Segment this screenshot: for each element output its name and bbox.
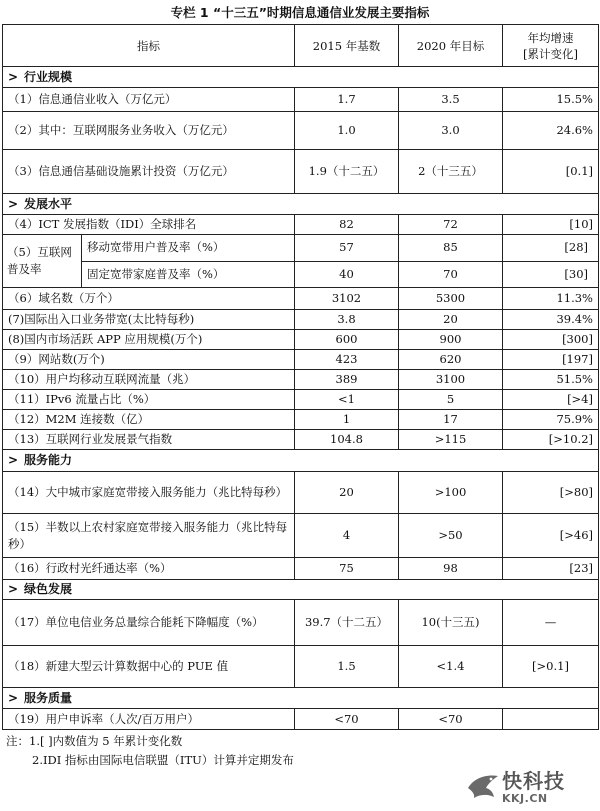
growth-value: [300] [503,330,599,350]
base-value: 3.8 [295,310,399,330]
growth-value: [>80] [503,472,599,514]
table-row [3,558,599,580]
indicator-name: （9）网站数(万个) [3,350,295,370]
table-row [3,410,599,430]
bird-logo-icon [466,772,500,802]
indicator-name: （17）单位电信业务总量综合能耗下降幅度（%） [3,600,295,646]
indicator-name: （15）半数以上农村家庭宽带接入服务能力（兆比特每秒） [3,514,295,558]
growth-value: [197] [503,350,599,370]
chevron-right-icon: > [8,582,19,596]
table-row [3,330,599,350]
indicator-name: (7)国际出入口业务带宽(太比特每秒) [3,310,295,330]
growth-value: [23] [503,558,599,580]
growth-value: [>10.2] [503,430,599,450]
target-value: 10(十三五) [399,600,503,646]
target-value: 70 [443,266,458,281]
table-row [3,235,599,288]
base-value: 1.7 [295,88,399,112]
base-value: 82 [295,215,399,235]
note-2: 2.IDI 指标由国际电信联盟（ITU）计算并定期发布 [32,753,294,767]
indicator-name: （13）互联网行业发展景气指数 [3,430,295,450]
indicator-name: （3）信息通信基础设施累计投资（万亿元） [3,150,295,194]
indicator-name: （12）M2M 连接数（亿） [3,410,295,430]
header-growth-line1: 年均增速 [527,30,574,45]
page [2,2,598,772]
target-value: <70 [399,709,503,730]
base-value: 1.9（十二五） [295,150,399,194]
section-title: 服务质量 [24,690,73,705]
growth-value: 15.5% [503,88,599,112]
chevron-right-icon: > [8,690,19,705]
base-value: 423 [295,350,399,370]
growth-value: [>46] [503,514,599,558]
base-value: <70 [295,709,399,730]
indicator-name: （10）用户均移动互联网流量（兆） [3,370,295,390]
table-row [3,472,599,514]
indicator-name: （18）新建大型云计算数据中心的 PUE 值 [3,646,295,688]
growth-value [503,709,599,730]
table-row [3,709,599,730]
table-notes [2,730,598,772]
table-row [3,370,599,390]
table-row [3,600,599,646]
growth-value: 75.9% [503,410,599,430]
chevron-right-icon: > [8,69,19,84]
base-value: 1.5 [295,646,399,688]
table-title: 专栏 1 “十三五”时期信息通信业发展主要指标 [170,5,430,20]
table-row [3,150,599,194]
indicator-group-name: （5）互联网普及率 [3,235,82,287]
growth-value: 51.5% [503,370,599,390]
section-row [3,67,599,88]
watermark-en: KKJ.CN [502,791,548,805]
base-value: 57 [295,235,398,262]
target-value: 3.5 [399,88,503,112]
header-base-2015: 2015 年基数 [295,25,399,67]
growth-value-pair [503,235,599,288]
section-row [3,194,599,215]
indicator-name: （6）域名数（万个） [3,288,295,310]
header-target-2020: 2020 年目标 [399,25,503,67]
indicator-name: （11）IPv6 流量占比（%） [3,390,295,410]
indicator-name: （19）用户申诉率（人次/百万用户） [3,709,295,730]
watermark-logo [466,767,594,807]
indicator-name: 固定宽带家庭普及率（%） [87,266,225,281]
section-title: 行业规模 [24,69,73,84]
target-value: 5 [399,390,503,410]
target-value: 17 [399,410,503,430]
base-value: <1 [295,390,399,410]
header-growth-line2: [累计变化] [523,46,578,61]
growth-value: — [503,600,599,646]
table-row [3,112,599,150]
target-value: <1.4 [399,646,503,688]
target-value: 3.0 [399,112,503,150]
section-title: 服务能力 [24,453,73,467]
table-row [3,390,599,410]
section-row [3,580,599,600]
base-value: 1 [295,410,399,430]
growth-value: 39.4% [503,310,599,330]
target-value: >50 [399,514,503,558]
indicator-name: (8)国内市场活跃 APP 应用规模(万个) [3,330,295,350]
table-row [3,430,599,450]
indicator-name: （14）大中城市家庭宽带接入服务能力（兆比特每秒） [3,472,295,514]
note-1: 注：1.[ ]内数值为 5 年累计变化数 [6,734,183,748]
target-value: 620 [399,350,503,370]
base-value: 104.8 [295,430,399,450]
target-value: 900 [399,330,503,350]
growth-value: [28] [503,235,598,262]
indicator-name: （16）行政村光纤通达率（%） [3,558,295,580]
growth-value: 11.3% [503,288,599,310]
indicator-table [2,24,599,730]
indicator-group-cell [3,235,295,288]
table-row [3,288,599,310]
table-row [3,646,599,688]
chevron-right-icon: > [8,196,19,211]
base-value: 389 [295,370,399,390]
target-value: 5300 [399,288,503,310]
indicator-name: （4）ICT 发展指数（IDI）全球排名 [3,215,295,235]
section-title: 绿色发展 [24,582,73,596]
base-value: 4 [295,514,399,558]
growth-value: 24.6% [503,112,599,150]
base-value: 39.7（十二五） [295,600,399,646]
target-value: 72 [399,215,503,235]
target-value: 3100 [399,370,503,390]
target-value-pair [399,235,503,288]
section-title: 发展水平 [24,196,73,211]
header-growth [503,25,599,67]
base-value: 75 [295,558,399,580]
base-value: 3102 [295,288,399,310]
indicator-name: （2）其中：互联网服务业务收入（万亿元） [3,112,295,150]
target-value: >100 [399,472,503,514]
section-row [3,450,599,472]
indicator-name: （1）信息通信业收入（万亿元） [3,88,295,112]
target-value: 2（十三五） [399,150,503,194]
base-value: 600 [295,330,399,350]
growth-value: [10] [503,215,599,235]
target-value: 85 [399,235,502,262]
growth-value: [>4] [503,390,599,410]
indicator-name: 移动宽带用户普及率（%） [82,235,294,262]
watermark-cn: 快科技 [502,768,565,793]
table-row [3,215,599,235]
base-value-pair [295,235,399,288]
growth-value: [>0.1] [503,646,599,688]
growth-value: [0.1] [503,150,599,194]
section-row [3,688,599,709]
target-value: >115 [399,430,503,450]
table-row [3,310,599,330]
base-value: 40 [339,266,354,281]
growth-value: [30] [564,266,588,281]
target-value: 98 [399,558,503,580]
target-value: 20 [399,310,503,330]
table-row [3,350,599,370]
base-value: 1.0 [295,112,399,150]
header-row [3,25,599,67]
table-row [3,88,599,112]
base-value: 20 [295,472,399,514]
table-row [3,514,599,558]
chevron-right-icon: > [8,453,19,467]
header-indicator: 指标 [3,25,295,67]
